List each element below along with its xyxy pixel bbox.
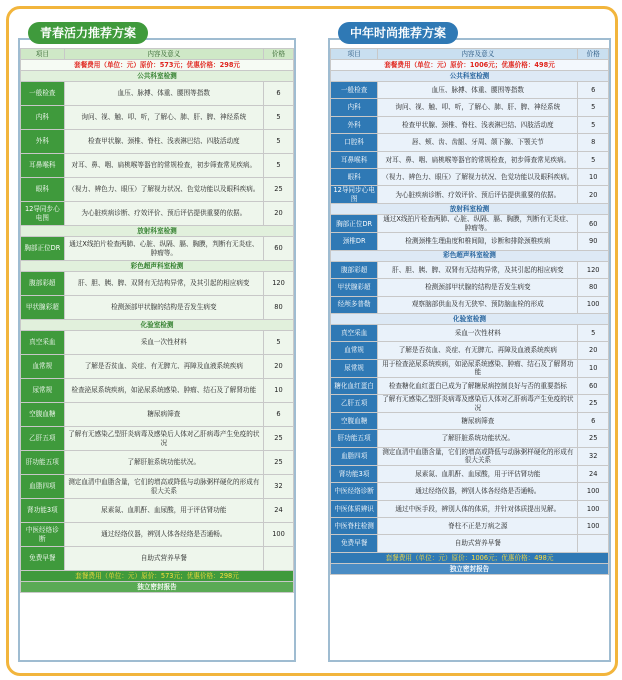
panel-youth (18, 26, 296, 662)
section-row (331, 204, 609, 215)
item-name: 真空采血 (331, 324, 378, 341)
section-row (21, 320, 294, 331)
price-summary: 套餐费用（单位：元）原价：1006元；优惠价格：498元 (331, 60, 609, 71)
table-row (331, 430, 609, 447)
item-price: 25 (263, 178, 293, 202)
item-name: 尿常规 (331, 359, 378, 377)
table-row (331, 483, 609, 500)
item-price: 25 (578, 430, 609, 447)
page-frame (6, 6, 618, 676)
table-row (21, 82, 294, 106)
table-row (21, 523, 294, 547)
item-name: 内科 (21, 106, 65, 130)
item-description: 了解肝脏系统功能状况。 (64, 451, 263, 475)
item-name: 口腔科 (331, 134, 378, 151)
item-price: 32 (578, 447, 609, 465)
table-row (21, 202, 294, 226)
price-row (21, 60, 294, 71)
column-header: 价格 (263, 49, 293, 60)
item-description: 通过X线拍片检查两肺、心脏、纵隔、膈、胸膜，判断有无炎症、肿瘤等。 (378, 215, 578, 233)
item-price: 6 (263, 82, 293, 106)
item-description: 用于检查泌尿系统疾病，如泌尿系统感染、肿瘤、结石及了解肾功能 (378, 359, 578, 377)
column-header: 内容及意义 (64, 49, 263, 60)
report-label: 独立密封报告 (21, 582, 294, 593)
item-price: 80 (578, 279, 609, 296)
table-row (21, 403, 294, 427)
item-description: 测定血清中血脂含量，它们的增高或降低与动脉粥样硬化的形成有很大关系 (378, 447, 578, 465)
item-name: 一般检查 (331, 82, 378, 99)
item-price: 90 (578, 233, 609, 250)
item-description: 通过中医手段，辨别人体的体质，并针对体质提出见解。 (378, 500, 578, 517)
item-price: 80 (263, 296, 293, 320)
item-price: 5 (578, 151, 609, 168)
item-description: 检查甲状腺、颈椎、脊柱、浅表淋巴结、四肢活动度 (64, 130, 263, 154)
price-row (331, 552, 609, 563)
price-summary: 套餐费用（单位：元）原价：573元；优惠价格：298元 (21, 60, 294, 71)
item-description: 通过X线拍片检查两肺、心脏、纵隔、膈、胸膜，判断有无炎症、肿瘤等。 (64, 237, 263, 261)
item-name: 肾功能3项 (21, 499, 65, 523)
column-header: 项目 (331, 49, 378, 60)
item-price: 60 (578, 377, 609, 394)
item-name: 12导同步心电图 (21, 202, 65, 226)
table-row (331, 518, 609, 535)
item-description: 询问、视、触、叩、听，了解心、肺、肝、脾、神经系统 (378, 99, 578, 116)
table-row (21, 237, 294, 261)
item-name: 中医脊柱检测 (331, 518, 378, 535)
item-price: 5 (263, 331, 293, 355)
item-name: 胸部正位DR (21, 237, 65, 261)
item-price: 10 (578, 359, 609, 377)
item-price: 32 (263, 475, 293, 499)
item-name: 中医经络诊断 (331, 483, 378, 500)
item-name: 真空采血 (21, 331, 65, 355)
item-description: 自助式营养早餐 (378, 535, 578, 552)
item-name: 乙肝五项 (331, 395, 378, 413)
item-description: 糖尿病筛查 (378, 413, 578, 430)
item-price: 120 (578, 261, 609, 278)
table-row (21, 272, 294, 296)
table-row (331, 261, 609, 278)
item-description: 采血一次性材料 (378, 324, 578, 341)
table-row (331, 233, 609, 250)
item-price: 6 (263, 403, 293, 427)
table-row (331, 500, 609, 517)
item-price: 100 (578, 483, 609, 500)
item-description: 检测颈部甲状腺的结构是否发生病变 (378, 279, 578, 296)
table-row (331, 296, 609, 313)
item-price: 10 (578, 168, 609, 185)
item-price: 25 (263, 451, 293, 475)
table-row (331, 116, 609, 133)
item-description: 血压、脉搏、体重、腰围等指数 (378, 82, 578, 99)
item-description: 为心脏疾病诊断、疗效评价、预后评估提供重要的依据。 (64, 202, 263, 226)
section-row (21, 261, 294, 272)
table-row (21, 154, 294, 178)
section-row (21, 226, 294, 237)
item-description: 尿素氮、血肌酐、血尿酸，用于评估肾功能 (64, 499, 263, 523)
item-price: 20 (263, 202, 293, 226)
item-name: 耳鼻喉科 (331, 151, 378, 168)
table-row (331, 465, 609, 482)
item-name: 甲状腺彩超 (331, 279, 378, 296)
item-name: 乙肝五项 (21, 427, 65, 451)
item-price: 8 (578, 134, 609, 151)
panel-title: 青春活力推荐方案 (28, 22, 148, 44)
item-price: 20 (578, 186, 609, 204)
item-price: 120 (263, 272, 293, 296)
item-description: 肝、胆、胰、脾、双肾有无结构异常，及其引起的相应病变 (378, 261, 578, 278)
item-price: 100 (263, 523, 293, 547)
section-title: 化验室检测 (21, 320, 294, 331)
item-name: 12导同步心电图 (331, 186, 378, 204)
table-row (21, 379, 294, 403)
item-description: 尿素氮、血肌酐、血尿酸，用于评估肾功能 (378, 465, 578, 482)
column-header: 内容及意义 (378, 49, 578, 60)
item-name: 胸部正位DR (331, 215, 378, 233)
item-price: 5 (263, 154, 293, 178)
item-name: 糖化血红蛋白 (331, 377, 378, 394)
table-row (21, 475, 294, 499)
report-row (21, 582, 294, 593)
item-price (263, 547, 293, 571)
item-name: 一般检查 (21, 82, 65, 106)
item-name: 血常规 (331, 342, 378, 359)
item-name: 空腹血糖 (331, 413, 378, 430)
item-description: 观察脑部供血及有无狭窄、预防脑血栓的形成 (378, 296, 578, 313)
price-summary-bottom: 套餐费用（单位：元）原价：1006元；优惠价格：498元 (331, 552, 609, 563)
item-price: 24 (263, 499, 293, 523)
item-description: 通过经络仪器，辨别人体各经络是否通畅。 (64, 523, 263, 547)
item-price: 5 (578, 116, 609, 133)
item-description: 检查泌尿系统疾病，如泌尿系统感染、肿瘤、结石及了解肾功能 (64, 379, 263, 403)
item-price: 100 (578, 296, 609, 313)
table-row (331, 535, 609, 552)
report-label: 独立密封报告 (331, 563, 609, 574)
item-price: 20 (578, 342, 609, 359)
item-description: 对耳、鼻、咽、扁桃喉等器官的常规检查，初步筛查常见疾病。 (64, 154, 263, 178)
item-description: 检查甲状腺、颈椎、脊柱、浅表淋巴结、四肢活动度 (378, 116, 578, 133)
item-name: 颈椎DR (331, 233, 378, 250)
item-description: 了解是否贫血、炎症、有无脾亢、再障及血液系统疾病 (64, 355, 263, 379)
item-name: 肝功能五项 (331, 430, 378, 447)
item-description: 了解是否贫血、炎症、有无脾亢、再障及血液系统疾病 (378, 342, 578, 359)
section-row (331, 313, 609, 324)
price-summary-bottom: 套餐费用（单位：元）原价：573元；优惠价格：298元 (21, 571, 294, 582)
item-price: 6 (578, 413, 609, 430)
item-description: （视力、辨色力、眼压）了解视力状况、色觉功能以及眼科疾病。 (64, 178, 263, 202)
item-price: 5 (578, 99, 609, 116)
item-name: 肝功能五项 (21, 451, 65, 475)
section-title: 放射科室检测 (21, 226, 294, 237)
item-name: 中医经络诊断 (21, 523, 65, 547)
item-name: 眼科 (21, 178, 65, 202)
price-row (331, 60, 609, 71)
section-title: 彩色超声科室检测 (21, 261, 294, 272)
table-row (21, 547, 294, 571)
panel-middle-age (328, 26, 611, 662)
table-row (331, 215, 609, 233)
item-name: 血脂四项 (21, 475, 65, 499)
item-description: 检测颈部甲状腺的结构是否发生病变 (64, 296, 263, 320)
column-header: 项目 (21, 49, 65, 60)
table-row (21, 178, 294, 202)
table-row (21, 331, 294, 355)
column-header: 价格 (578, 49, 609, 60)
item-name: 血脂四项 (331, 447, 378, 465)
item-name: 肾功能3项 (331, 465, 378, 482)
section-title: 化验室检测 (331, 313, 609, 324)
item-name: 外科 (331, 116, 378, 133)
item-description: 糖尿病筛查 (64, 403, 263, 427)
item-name: 尿常规 (21, 379, 65, 403)
item-price: 5 (263, 106, 293, 130)
section-title: 公共科室检测 (21, 71, 294, 82)
item-name: 腹部彩超 (331, 261, 378, 278)
item-price: 60 (578, 215, 609, 233)
package-table (20, 48, 294, 593)
item-name: 眼科 (331, 168, 378, 185)
package-table (330, 48, 609, 575)
table-row (331, 279, 609, 296)
item-name: 中医体质辨识 (331, 500, 378, 517)
table-row (331, 359, 609, 377)
item-description: 通过经络仪器，辨别人体各经络是否通畅。 (378, 483, 578, 500)
item-price: 20 (263, 355, 293, 379)
item-name: 血常规 (21, 355, 65, 379)
item-name: 经颅多普勒 (331, 296, 378, 313)
table-row (331, 377, 609, 394)
item-price: 5 (578, 324, 609, 341)
section-title: 公共科室检测 (331, 71, 609, 82)
item-name: 内科 (331, 99, 378, 116)
item-description: 肝、胆、胰、脾、双肾有无结构异常，及其引起的相应病变 (64, 272, 263, 296)
table-row (331, 324, 609, 341)
table-row (331, 447, 609, 465)
item-description: 了解有无感染乙型肝炎病毒及感染后人体对乙肝病毒产生免疫的状况 (378, 395, 578, 413)
table-row (331, 151, 609, 168)
section-row (331, 250, 609, 261)
item-name: 腹部彩超 (21, 272, 65, 296)
table-row (21, 106, 294, 130)
item-description: 血压、脉搏、体重、腰围等指数 (64, 82, 263, 106)
item-price: 25 (263, 427, 293, 451)
header-row (21, 49, 294, 60)
price-row (21, 571, 294, 582)
item-price: 24 (578, 465, 609, 482)
item-description: 脊柱不正是万病之源 (378, 518, 578, 535)
table-row (21, 499, 294, 523)
section-row (331, 71, 609, 82)
item-description: 了解肝脏系统功能状况。 (378, 430, 578, 447)
item-description: 检查糖化血红蛋白已成为了解糖尿病控制良好与否的重要指标 (378, 377, 578, 394)
table-row (331, 168, 609, 185)
item-price: 10 (263, 379, 293, 403)
item-description: 唇、颊、齿、齿龈、牙周、颌下腺、下颚关节 (378, 134, 578, 151)
item-price: 100 (578, 500, 609, 517)
table-row (21, 427, 294, 451)
item-description: 自助式营养早餐 (64, 547, 263, 571)
item-description: 为心脏疾病诊断、疗效评价、预后评估提供重要的依据。 (378, 186, 578, 204)
item-price: 5 (263, 130, 293, 154)
item-price: 60 (263, 237, 293, 261)
item-name: 空腹血糖 (21, 403, 65, 427)
section-title: 彩色超声科室检测 (331, 250, 609, 261)
section-row (21, 71, 294, 82)
item-name: 免费早餐 (21, 547, 65, 571)
table-row (331, 342, 609, 359)
table-row (331, 99, 609, 116)
item-name: 甲状腺彩超 (21, 296, 65, 320)
item-description: （视力、辨色力、眼压）了解视力状况、色觉功能以及眼科疾病。 (378, 168, 578, 185)
table-row (331, 134, 609, 151)
table-row (21, 355, 294, 379)
table-row (21, 296, 294, 320)
item-description: 测定血清中血脂含量，它们的增高或降低与动脉粥样硬化的形成有很大关系 (64, 475, 263, 499)
section-title: 放射科室检测 (331, 204, 609, 215)
item-name: 耳鼻喉科 (21, 154, 65, 178)
item-description: 采血一次性材料 (64, 331, 263, 355)
item-price (578, 535, 609, 552)
header-row (331, 49, 609, 60)
item-description: 检测颈椎生理曲度和椎间隙，诊断和排除颈椎疾病 (378, 233, 578, 250)
table-row (21, 130, 294, 154)
item-price: 25 (578, 395, 609, 413)
item-price: 100 (578, 518, 609, 535)
table-row (331, 413, 609, 430)
item-description: 询问、视、触、叩、听，了解心、肺、肝、脾、神经系统 (64, 106, 263, 130)
item-name: 免费早餐 (331, 535, 378, 552)
item-price: 6 (578, 82, 609, 99)
item-name: 外科 (21, 130, 65, 154)
table-row (331, 186, 609, 204)
report-row (331, 563, 609, 574)
table-row (21, 451, 294, 475)
panel-title: 中年时尚推荐方案 (338, 22, 458, 44)
item-description: 了解有无感染乙型肝炎病毒及感染后人体对乙肝病毒产生免疫的状况 (64, 427, 263, 451)
table-row (331, 82, 609, 99)
item-description: 对耳、鼻、咽、扁桃喉等器官的常规检查，初步筛查常见疾病。 (378, 151, 578, 168)
table-row (331, 395, 609, 413)
